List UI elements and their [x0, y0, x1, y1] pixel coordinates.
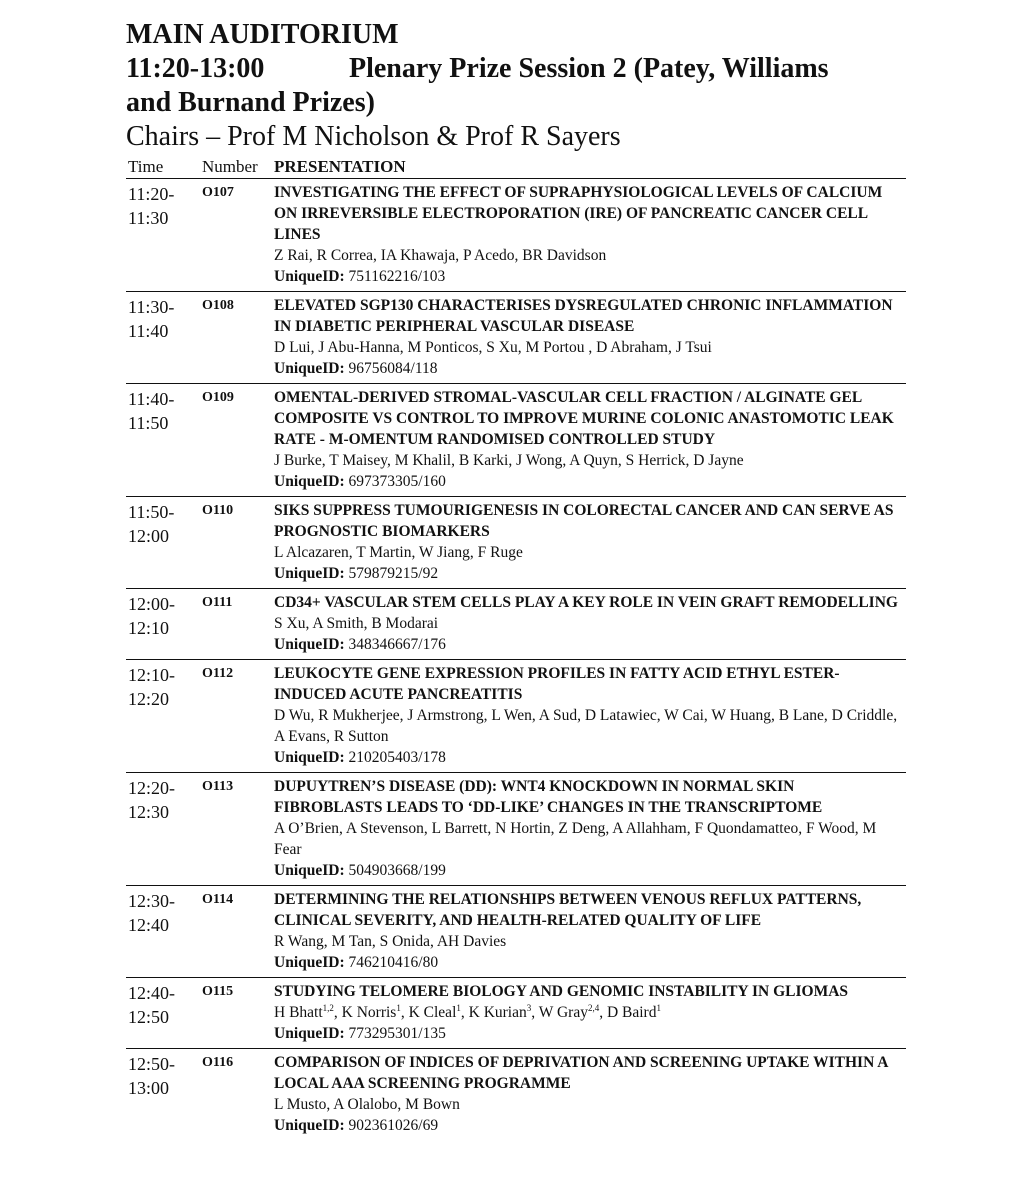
- unique-id-label: UniqueID:: [274, 1117, 345, 1134]
- presentation-authors: Z Rai, R Correa, IA Khawaja, P Acedo, BR Davidson: [274, 247, 607, 264]
- author-separator: ,: [531, 1004, 539, 1021]
- author-name: D Baird: [606, 1004, 657, 1021]
- time-start: 12:10-: [128, 665, 175, 685]
- presentation-time: [126, 179, 202, 292]
- presentation-row: [126, 589, 906, 660]
- time-start: 12:20-: [128, 778, 175, 798]
- presentation-row: [126, 292, 906, 384]
- presentation-row: [126, 497, 906, 589]
- presentation-details: [274, 773, 906, 886]
- presentation-details: [274, 978, 906, 1049]
- author-name: H Bhatt: [274, 1004, 323, 1021]
- presentation-authors: D Lui, J Abu-Hanna, M Ponticos, S Xu, M Portou , D Abraham, J Tsui: [274, 339, 712, 356]
- unique-id-value: 751162216/103: [348, 268, 446, 285]
- unique-id-value: 579879215/92: [348, 565, 439, 582]
- author-affiliation: 1: [656, 1002, 661, 1013]
- unique-id-label: UniqueID:: [274, 636, 345, 653]
- presentation-unique-id: [274, 860, 906, 881]
- time-start: 12:30-: [128, 891, 175, 911]
- presentation-unique-id: [274, 266, 906, 287]
- presentation-title: OMENTAL-DERIVED STROMAL-VASCULAR CELL FRACTION / ALGINATE GEL COMPOSITE VS CONTROL TO IMPROVE MURINE COLONIC ANASTOMOTIC LEAK RATE - M-OMENTUM RANDOMISED CONTROLLED STUDY: [274, 389, 894, 448]
- presentation-time: [126, 1049, 202, 1141]
- presentation-number: O112: [202, 660, 274, 773]
- author-name: K Kurian: [468, 1004, 527, 1021]
- presentation-title: CD34+ VASCULAR STEM CELLS PLAY A KEY ROLE IN VEIN GRAFT REMODELLING: [274, 594, 898, 611]
- presentation-title: ELEVATED SGP130 CHARACTERISES DYSREGULATED CHRONIC INFLAMMATION IN DIABETIC PERIPHERAL VASCULAR DISEASE: [274, 297, 893, 335]
- unique-id-value: 697373305/160: [348, 473, 446, 490]
- presentation-title: INVESTIGATING THE EFFECT OF SUPRAPHYSIOLOGICAL LEVELS OF CALCIUM ON IRREVERSIBLE ELECTROPORATION (IRE) OF PANCREATIC CANCER CELL LINES: [274, 184, 883, 243]
- presentation-details: [274, 886, 906, 978]
- time-start: 11:40-: [128, 389, 175, 409]
- presentation-number: O109: [202, 384, 274, 497]
- presentation-number: O113: [202, 773, 274, 886]
- presentation-row: [126, 978, 906, 1049]
- time-end: 12:30: [128, 802, 170, 822]
- unique-id-value: 210205403/178: [348, 749, 446, 766]
- presentation-time: [126, 497, 202, 589]
- presentation-title: COMPARISON OF INDICES OF DEPRIVATION AND SCREENING UPTAKE WITHIN A LOCAL AAA SCREENING PROGRAMME: [274, 1054, 888, 1092]
- time-end: 13:00: [128, 1078, 170, 1098]
- time-end: 12:20: [128, 689, 170, 709]
- presentation-time: [126, 978, 202, 1049]
- presentation-number: O114: [202, 886, 274, 978]
- presentation-row: [126, 660, 906, 773]
- presentation-unique-id: [274, 952, 906, 973]
- author-affiliation: 3: [526, 1002, 532, 1013]
- session-title-line2: and Burnand Prizes): [126, 87, 375, 118]
- session-chairs: Chairs – Prof M Nicholson & Prof R Sayers: [126, 121, 621, 152]
- header-presentation: PRESENTATION: [274, 157, 406, 176]
- presentation-authors: J Burke, T Maisey, M Khalil, B Karki, J Wong, A Quyn, S Herrick, D Jayne: [274, 452, 744, 469]
- time-start: 11:50-: [128, 502, 175, 522]
- unique-id-value: 504903668/199: [348, 862, 446, 879]
- unique-id-label: UniqueID:: [274, 565, 345, 582]
- presentation-time: [126, 773, 202, 886]
- unique-id-label: UniqueID:: [274, 749, 345, 766]
- header-time: Time: [128, 157, 164, 176]
- table-header-row: [126, 156, 906, 179]
- unique-id-value: 773295301/135: [348, 1025, 446, 1042]
- presentation-authors: L Musto, A Olalobo, M Bown: [274, 1096, 460, 1113]
- presentation-title: DUPUYTREN’S DISEASE (DD): WNT4 KNOCKDOWN IN NORMAL SKIN FIBROBLASTS LEADS TO ‘DD-LIKE’ CHANGES IN THE TRANSCRIPTOME: [274, 778, 823, 816]
- unique-id-label: UniqueID:: [274, 954, 345, 971]
- time-end: 11:40: [128, 321, 169, 341]
- presentation-unique-id: [274, 1023, 906, 1044]
- time-end: 12:10: [128, 618, 170, 638]
- presentation-title: LEUKOCYTE GENE EXPRESSION PROFILES IN FATTY ACID ETHYL ESTER-INDUCED ACUTE PANCREATITIS: [274, 665, 840, 703]
- presentation-unique-id: [274, 471, 906, 492]
- unique-id-label: UniqueID:: [274, 268, 345, 285]
- presentation-unique-id: [274, 1115, 906, 1136]
- presentation-number: O116: [202, 1049, 274, 1141]
- presentation-unique-id: [274, 747, 906, 768]
- presentation-row: [126, 886, 906, 978]
- presentation-time: [126, 384, 202, 497]
- unique-id-label: UniqueID:: [274, 473, 345, 490]
- presentation-time: [126, 589, 202, 660]
- presentation-time: [126, 660, 202, 773]
- presentation-unique-id: [274, 563, 906, 584]
- presentation-table: [126, 156, 906, 1140]
- session-heading: [126, 52, 989, 86]
- time-end: 11:50: [128, 413, 169, 433]
- author-name: W Gray: [538, 1004, 588, 1021]
- unique-id-value: 902361026/69: [348, 1117, 439, 1134]
- session-time: 11:20-13:00: [126, 53, 265, 84]
- time-end: 12:50: [128, 1007, 170, 1027]
- presentation-time: [126, 886, 202, 978]
- session-title-line1: Plenary Prize Session 2 (Patey, Williams: [349, 53, 829, 84]
- author-name: K Norris: [341, 1004, 397, 1021]
- time-start: 12:50-: [128, 1054, 175, 1074]
- presentation-rows: [126, 179, 906, 1141]
- presentation-authors: D Wu, R Mukherjee, J Armstrong, L Wen, A Sud, D Latawiec, W Cai, W Huang, B Lane, D Criddle, A Evans, R Sutton: [274, 707, 898, 745]
- presentation-title: SIKS SUPPRESS TUMOURIGENESIS IN COLORECTAL CANCER AND CAN SERVE AS PROGNOSTIC BIOMARKERS: [274, 502, 894, 540]
- presentation-authors: [274, 1002, 906, 1023]
- presentation-authors: S Xu, A Smith, B Modarai: [274, 615, 439, 632]
- presentation-row: [126, 384, 906, 497]
- venue-heading: MAIN AUDITORIUM: [126, 19, 399, 50]
- author-affiliation: 2,4: [587, 1002, 600, 1013]
- presentation-details: [274, 292, 906, 384]
- presentation-time: [126, 292, 202, 384]
- time-end: 12:00: [128, 526, 170, 546]
- unique-id-label: UniqueID:: [274, 360, 345, 377]
- time-start: 12:40-: [128, 983, 175, 1003]
- presentation-title: DETERMINING THE RELATIONSHIPS BETWEEN VENOUS REFLUX PATTERNS, CLINICAL SEVERITY, AND HEALTH-RELATED QUALITY OF LIFE: [274, 891, 862, 929]
- author-affiliation: 1,2: [322, 1002, 334, 1013]
- unique-id-label: UniqueID:: [274, 1025, 345, 1042]
- presentation-title: STUDYING TELOMERE BIOLOGY AND GENOMIC INSTABILITY IN GLIOMAS: [274, 983, 849, 1000]
- time-end: 12:40: [128, 915, 170, 935]
- presentation-details: [274, 384, 906, 497]
- presentation-details: [274, 589, 906, 660]
- author-separator: ,: [599, 1004, 607, 1021]
- presentation-number: O115: [202, 978, 274, 1049]
- author-affiliation: 1: [456, 1002, 461, 1013]
- author-name: K Cleal: [408, 1004, 457, 1021]
- presentation-unique-id: [274, 634, 906, 655]
- header-number: Number: [202, 157, 258, 176]
- presentation-number: O107: [202, 179, 274, 292]
- presentation-row: [126, 179, 906, 292]
- unique-id-value: 746210416/80: [348, 954, 439, 971]
- author-separator: ,: [460, 1004, 469, 1021]
- author-separator: ,: [400, 1004, 409, 1021]
- time-end: 11:30: [128, 208, 169, 228]
- presentation-row: [126, 773, 906, 886]
- presentation-details: [274, 660, 906, 773]
- presentation-authors: R Wang, M Tan, S Onida, AH Davies: [274, 933, 507, 950]
- unique-id-value: 96756084/118: [348, 360, 438, 377]
- unique-id-label: UniqueID:: [274, 862, 345, 879]
- author-separator: ,: [333, 1004, 342, 1021]
- presentation-details: [274, 1049, 906, 1141]
- author-affiliation: 1: [396, 1002, 401, 1013]
- time-start: 11:20-: [128, 184, 175, 204]
- presentation-authors: L Alcazaren, T Martin, W Jiang, F Ruge: [274, 544, 523, 561]
- time-start: 11:30-: [128, 297, 175, 317]
- presentation-authors: A O’Brien, A Stevenson, L Barrett, N Hortin, Z Deng, A Allahham, F Quondamatteo, F Wood, M Fear: [274, 820, 877, 858]
- presentation-details: [274, 497, 906, 589]
- presentation-row: [126, 1049, 906, 1141]
- presentation-details: [274, 179, 906, 292]
- time-start: 12:00-: [128, 594, 175, 614]
- presentation-number: O108: [202, 292, 274, 384]
- presentation-number: O111: [202, 589, 274, 660]
- presentation-number: O110: [202, 497, 274, 589]
- presentation-unique-id: [274, 358, 906, 379]
- unique-id-value: 348346667/176: [348, 636, 446, 653]
